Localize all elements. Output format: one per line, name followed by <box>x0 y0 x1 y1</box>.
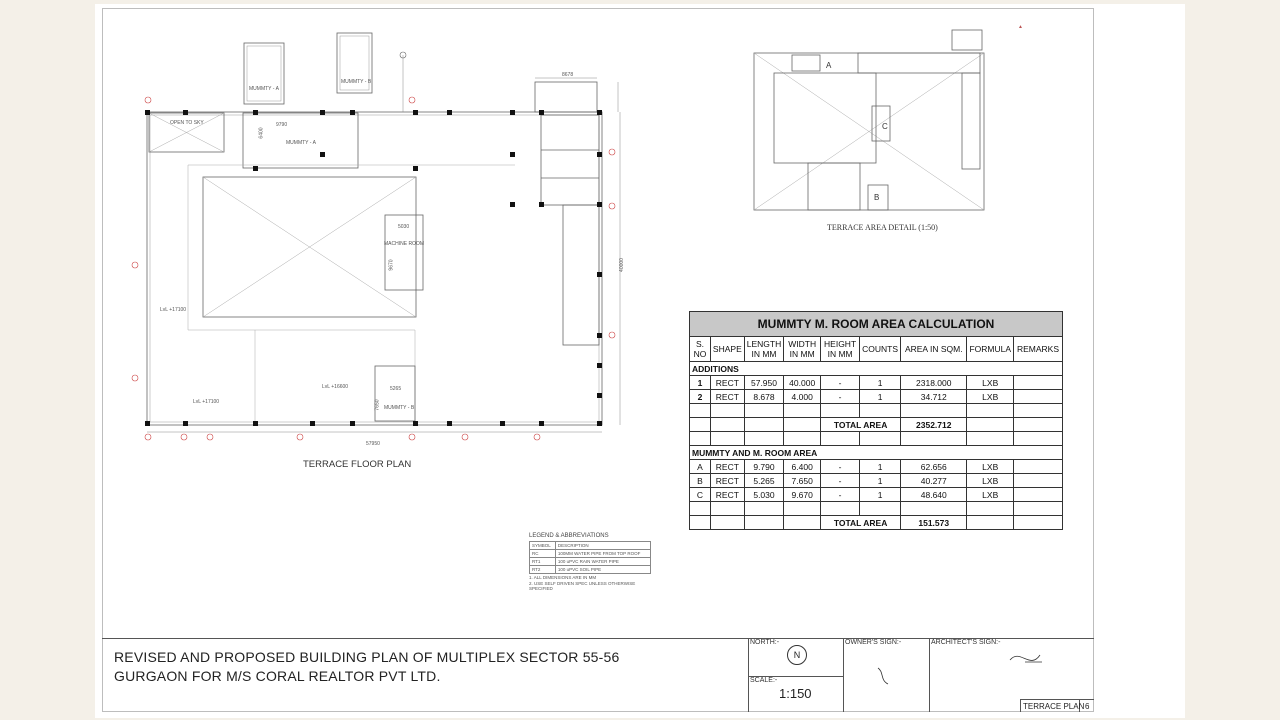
cell: 40.000 <box>784 376 821 390</box>
project-title <box>114 648 620 686</box>
title-block-sheet-rule <box>1020 699 1094 700</box>
cell: 9.670 <box>784 488 821 502</box>
col-header-formula: FORMULA <box>967 337 1014 362</box>
cell: - <box>821 460 860 474</box>
section-additions: ADDITIONS <box>690 362 1063 376</box>
cell: 8.678 <box>744 390 783 404</box>
dim-5030: 5030 <box>398 224 410 230</box>
cell: LXB <box>967 376 1014 390</box>
cell <box>1014 460 1063 474</box>
north-label: NORTH:- <box>750 639 780 646</box>
table-row <box>690 376 1063 390</box>
cell: 2 <box>690 390 711 404</box>
cell: A <box>690 460 711 474</box>
legend-row <box>530 550 651 558</box>
cell: 1 <box>860 488 901 502</box>
sheet-name: TERRACE PLAN <box>1023 702 1085 711</box>
cell <box>1014 376 1063 390</box>
col-header-remarks: REMARKS <box>1014 337 1063 362</box>
cell: 5.265 <box>744 474 783 488</box>
total-value-1: 2352.712 <box>901 418 967 432</box>
project-title-line-1: REVISED AND PROPOSED BUILDING PLAN OF MULTIPLEX SECTOR 55-56 <box>114 649 620 665</box>
cell: 100 uPVC SOIL PIPE <box>555 566 650 574</box>
cell: RECT <box>710 376 744 390</box>
cell: 7.650 <box>784 474 821 488</box>
level-label-1: LvL +17100 <box>160 307 187 313</box>
dim-9670: 9670 <box>388 259 395 271</box>
cell: - <box>821 488 860 502</box>
cell: 57.950 <box>744 376 783 390</box>
cell: - <box>821 376 860 390</box>
table-row <box>690 390 1063 404</box>
cell: - <box>821 390 860 404</box>
title-block-divider-3 <box>929 638 930 712</box>
cell: B <box>690 474 711 488</box>
dim-57950: 57950 <box>366 441 380 447</box>
col-header-width: WIDTH IN MM <box>784 337 821 362</box>
cell: C <box>690 488 711 502</box>
title-block-sheet-divider <box>1020 699 1021 712</box>
total-label-2: TOTAL AREA <box>821 516 901 530</box>
mummty-b-top-label: MUMMTY - B <box>341 79 372 85</box>
cell: LXB <box>967 390 1014 404</box>
terrace-area-detail-title: TERRACE AREA DETAIL (1:50) <box>827 223 938 232</box>
cell: 4.000 <box>784 390 821 404</box>
cell: 48.640 <box>901 488 967 502</box>
col-header-height: HEIGHT IN MM <box>821 337 860 362</box>
dim-6400: 6400 <box>258 127 265 139</box>
sheet-number: 6 <box>1085 702 1090 711</box>
cell <box>1014 390 1063 404</box>
detail-label-b: B <box>874 193 880 202</box>
level-label-2: LvL +16600 <box>322 384 349 390</box>
legend-note-1: 1. ALL DIMENSIONS ARE IN MM <box>529 575 597 580</box>
cell: 2318.000 <box>901 376 967 390</box>
cell: 34.712 <box>901 390 967 404</box>
total-row <box>690 418 1063 432</box>
table-row-empty <box>690 432 1063 446</box>
cell: RECT <box>710 460 744 474</box>
table-title: MUMMTY M. ROOM AREA CALCULATION <box>690 312 1063 337</box>
area-calculation-table <box>689 311 1063 530</box>
cell <box>1014 474 1063 488</box>
cell: 100MM WATER PIPE FROM TOP ROOF <box>555 550 650 558</box>
title-block-divider-1 <box>748 638 749 712</box>
cell: 1 <box>860 474 901 488</box>
col-header-area: AREA IN SQM. <box>901 337 967 362</box>
total-row <box>690 516 1063 530</box>
detail-label-a: A <box>826 61 832 70</box>
cell: 100 uPVC RAIN WATER PIPE <box>555 558 650 566</box>
cell: RECT <box>710 474 744 488</box>
cell: 1 <box>690 376 711 390</box>
cell: LXB <box>967 488 1014 502</box>
cell: 6.400 <box>784 460 821 474</box>
table-row-empty <box>690 502 1063 516</box>
dim-7650: 7650 <box>374 399 381 411</box>
owner-sign-label: OWNER'S SIGN:- <box>845 639 902 646</box>
cell: RECT <box>710 488 744 502</box>
col-header-length: LENGTH IN MM <box>744 337 783 362</box>
approval-stamp: ▲ <box>1018 24 1023 30</box>
section-mummty: MUMMTY AND M. ROOM AREA <box>690 446 1063 460</box>
total-value-2: 151.573 <box>901 516 967 530</box>
dim-5265: 5265 <box>390 386 402 392</box>
col-header-counts: COUNTS <box>860 337 901 362</box>
cell: RC <box>530 550 556 558</box>
dim-9790: 9790 <box>276 122 288 128</box>
project-title-line-2: GURGAON FOR M/S CORAL REALTOR PVT LTD. <box>114 668 441 684</box>
cell: 5.030 <box>744 488 783 502</box>
legend-title: LEGEND & ABBREVIATIONS <box>529 533 609 539</box>
table-row <box>690 474 1063 488</box>
mummty-a-plan-label: MUMMTY - A <box>286 140 316 146</box>
dim-40000: 40000 <box>618 258 625 272</box>
cell: RT1 <box>530 558 556 566</box>
total-label-1: TOTAL AREA <box>821 418 901 432</box>
open-to-sky-label: OPEN TO SKY <box>170 120 204 126</box>
cell: 62.656 <box>901 460 967 474</box>
legend <box>529 533 651 591</box>
architect-sign-label: ARCHITECT'S SIGN:- <box>931 639 1001 646</box>
mummty-a-top-label: MUMMTY - A <box>249 86 279 92</box>
table-row <box>690 460 1063 474</box>
table-row-empty <box>690 404 1063 418</box>
level-label-3: LvL +17100 <box>193 399 220 405</box>
cell: LXB <box>967 460 1014 474</box>
legend-row <box>530 566 651 574</box>
cell: 1 <box>860 390 901 404</box>
mummty-b-plan-label: MUMMTY - B <box>384 405 415 411</box>
cell: LXB <box>967 474 1014 488</box>
cell: RT2 <box>530 566 556 574</box>
north-arrow-icon: N <box>787 645 807 665</box>
cell: 40.277 <box>901 474 967 488</box>
dim-8678: 8678 <box>562 72 574 78</box>
machine-room-label: MACHINE ROOM <box>384 241 424 247</box>
scale-label: SCALE:- <box>750 677 778 684</box>
cell: 9.790 <box>744 460 783 474</box>
scale-value: 1:150 <box>779 686 812 701</box>
legend-row <box>530 558 651 566</box>
legend-table <box>529 541 651 574</box>
col-header-sno: S. NO <box>690 337 711 362</box>
title-block-divider-2 <box>843 638 844 712</box>
legend-note-2: 2. USE SELF DRIVEN SPEC UNLESS OTHERWISE SPECIFIED <box>529 581 636 591</box>
cell: 1 <box>860 460 901 474</box>
terrace-floor-plan-title: TERRACE FLOOR PLAN <box>303 459 412 470</box>
col-header-shape: SHAPE <box>710 337 744 362</box>
legend-col-symbol: SYMBOL <box>530 542 556 550</box>
cell: - <box>821 474 860 488</box>
cell: RECT <box>710 390 744 404</box>
cell: 1 <box>860 376 901 390</box>
cell <box>1014 488 1063 502</box>
legend-col-description: DESCRIPTION <box>555 542 650 550</box>
table-row <box>690 488 1063 502</box>
detail-label-c: C <box>882 122 888 131</box>
